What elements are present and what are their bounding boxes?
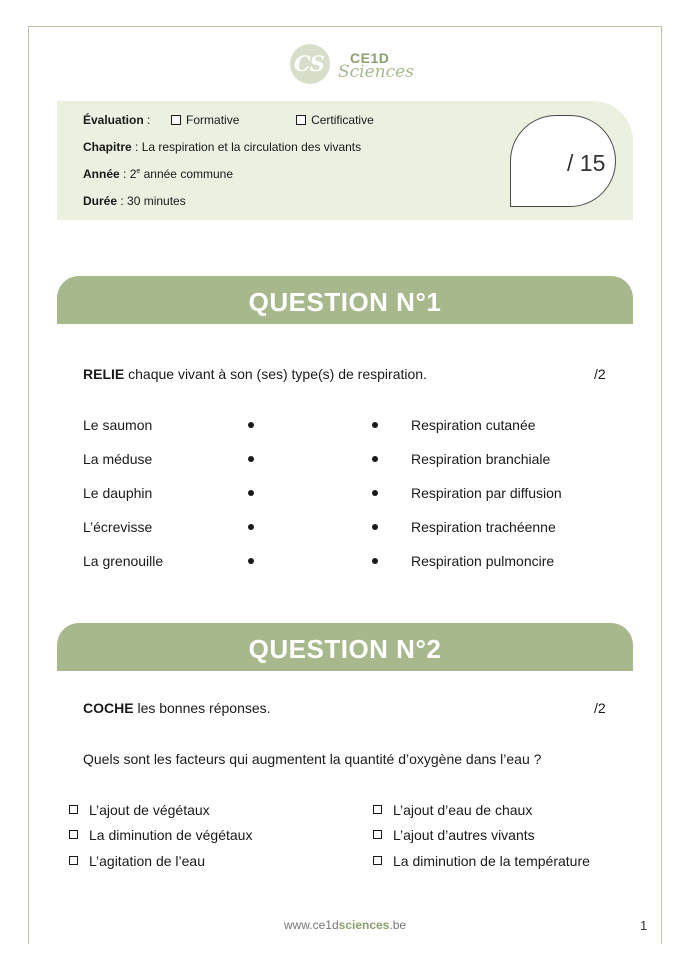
score-total: / 15 bbox=[567, 150, 606, 176]
question-1-title: QUESTION N°1 bbox=[248, 287, 442, 317]
q2-option-checkbox[interactable] bbox=[373, 856, 382, 865]
certificative-checkbox[interactable] bbox=[296, 115, 306, 125]
q1-left-dot[interactable] bbox=[248, 490, 254, 496]
evaluation-label: Évaluation bbox=[83, 113, 144, 127]
q2-option-label: La diminution de la température bbox=[393, 853, 590, 869]
question-1-banner bbox=[57, 276, 633, 324]
q1-instruction-verb: RELIE bbox=[83, 366, 125, 382]
footer-url-bold: sciences bbox=[338, 918, 390, 932]
q1-right-dot[interactable] bbox=[372, 524, 378, 530]
footer-url-post: .be bbox=[389, 918, 407, 932]
annee-label: Année bbox=[83, 167, 120, 181]
chapitre-value: : La respiration et la circulation des vivants bbox=[131, 140, 362, 154]
q2-option-label: L’agitation de l’eau bbox=[89, 853, 205, 869]
q2-instruction-verb: COCHE bbox=[83, 700, 134, 716]
q2-option-checkbox[interactable] bbox=[69, 830, 78, 839]
score-badge bbox=[510, 115, 616, 207]
q2-option-checkbox[interactable] bbox=[373, 805, 382, 814]
q1-left-dot[interactable] bbox=[248, 422, 254, 428]
question-2-instruction bbox=[83, 700, 271, 716]
q1-left-dot[interactable] bbox=[248, 524, 254, 530]
formative-checkbox[interactable] bbox=[171, 115, 181, 125]
question-1-instruction bbox=[83, 366, 427, 382]
q1-left-dot[interactable] bbox=[248, 558, 254, 564]
question-2-points: /2 bbox=[594, 700, 606, 716]
q1-right-dot[interactable] bbox=[372, 456, 378, 462]
q2-option-label: La diminution de végétaux bbox=[89, 827, 253, 843]
logo-subtitle: Sciences bbox=[338, 62, 414, 82]
q1-right-item: Respiration pulmoncire bbox=[411, 553, 555, 569]
logo-monogram: CS bbox=[294, 51, 324, 76]
footer-url-pre: www.ce1d bbox=[283, 918, 339, 932]
q1-right-item: Respiration branchiale bbox=[411, 451, 551, 467]
q2-instruction-text: les bonnes réponses. bbox=[133, 700, 271, 716]
q1-left-item: Le dauphin bbox=[83, 485, 153, 501]
question-2-banner bbox=[57, 623, 633, 671]
q1-right-item: Respiration trachéenne bbox=[411, 519, 556, 535]
q1-left-item: La grenouille bbox=[83, 553, 164, 569]
q2-option-checkbox[interactable] bbox=[69, 856, 78, 865]
question-1-points: /2 bbox=[594, 366, 606, 382]
annee-sup: e bbox=[136, 168, 141, 175]
duree-line bbox=[83, 194, 186, 208]
annee-line bbox=[83, 167, 233, 181]
q2-option-label: L’ajout de végétaux bbox=[89, 802, 210, 818]
duree-value: : 30 minutes bbox=[117, 194, 186, 208]
certificative-label: Certificative bbox=[311, 113, 374, 127]
annee-value-post: année commune bbox=[140, 167, 234, 181]
question-2-prompt: Quels sont les facteurs qui augmentent la quantité d’oxygène dans l’eau ? bbox=[83, 751, 542, 767]
evaluation-info-box bbox=[57, 101, 633, 220]
q2-option-label: L’ajout d’autres vivants bbox=[393, 827, 535, 843]
q1-right-item: Respiration cutanée bbox=[411, 417, 536, 433]
q1-left-dot[interactable] bbox=[248, 456, 254, 462]
q1-right-dot[interactable] bbox=[372, 558, 378, 564]
q1-right-item: Respiration par diffusion bbox=[411, 485, 562, 501]
q1-left-item: La méduse bbox=[83, 451, 153, 467]
q1-instruction-text: chaque vivant à son (ses) type(s) de respiration. bbox=[124, 366, 427, 382]
duree-label: Durée bbox=[83, 194, 118, 208]
q1-right-dot[interactable] bbox=[372, 422, 378, 428]
annee-value-pre: : 2 bbox=[119, 167, 137, 181]
formative-label: Formative bbox=[186, 113, 240, 127]
logo-brand: CE1D bbox=[350, 50, 390, 66]
evaluation-sep: : bbox=[143, 113, 151, 127]
ce1d-sciences-logo bbox=[290, 44, 414, 86]
q2-option-label: L’ajout d’eau de chaux bbox=[393, 802, 533, 818]
page-number: 1 bbox=[640, 918, 648, 933]
q1-right-dot[interactable] bbox=[372, 490, 378, 496]
q1-left-item: Le saumon bbox=[83, 417, 153, 433]
q1-left-item: L’écrevisse bbox=[83, 519, 153, 535]
q2-option-checkbox[interactable] bbox=[69, 805, 78, 814]
evaluation-line bbox=[83, 113, 374, 127]
footer-url[interactable] bbox=[0, 918, 690, 932]
question-2-title: QUESTION N°2 bbox=[248, 634, 442, 664]
chapitre-line bbox=[83, 140, 361, 154]
chapitre-label: Chapitre bbox=[83, 140, 132, 154]
q2-option-checkbox[interactable] bbox=[373, 830, 382, 839]
